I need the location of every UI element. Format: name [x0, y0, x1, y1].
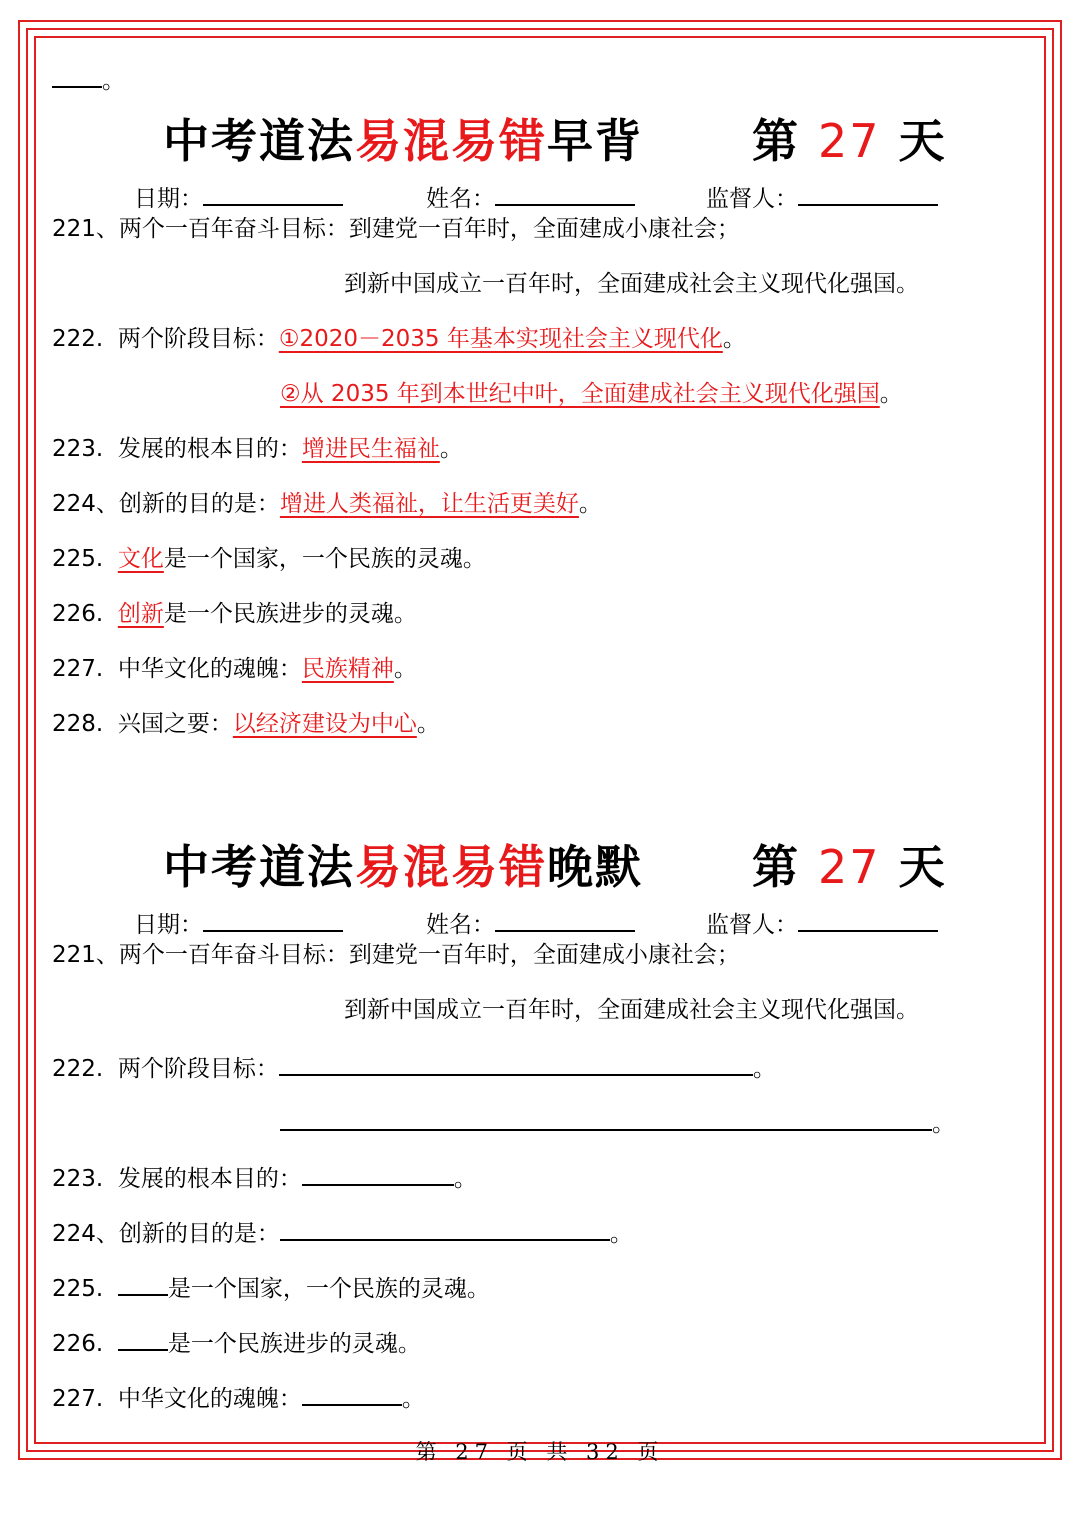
item-text: 是一个民族进步的灵魂。 — [167, 1331, 421, 1357]
item-number: 223. — [52, 1166, 104, 1192]
period: 。 — [416, 711, 440, 737]
name-field[interactable] — [495, 182, 635, 206]
day-prefix: 第 — [752, 840, 800, 894]
period: 。 — [401, 1386, 425, 1412]
title-suffix: 早背 — [547, 114, 643, 168]
item-text: 两个一百年奋斗目标：到建党一百年时，全面建成小康社会； — [118, 216, 740, 242]
item-number: 221、 — [52, 942, 119, 968]
blank — [52, 66, 102, 88]
m-item-221-line2: 到新中国成立一百年时，全面建成社会主义现代化强国。 — [344, 271, 919, 297]
m-item-224 — [52, 493, 602, 516]
item-number: 227. — [52, 656, 104, 682]
e-item-227 — [52, 1384, 425, 1411]
e-item-222-line2 — [280, 1109, 955, 1136]
day-suffix: 天 — [898, 114, 947, 168]
m-item-227 — [52, 658, 417, 681]
answer-text: 文化 — [117, 546, 164, 572]
name-field[interactable] — [495, 908, 635, 932]
answer-text: 创新 — [117, 601, 164, 627]
e-item-221 — [52, 944, 740, 967]
period: 。 — [439, 436, 463, 462]
m-item-226 — [52, 603, 417, 626]
period: 。 — [453, 1166, 477, 1192]
item-label: 中华文化的魂魄： — [117, 1386, 302, 1412]
date-label: 日期： — [134, 912, 203, 938]
e-item-221-line2: 到新中国成立一百年时，全面建成社会主义现代化强国。 — [344, 997, 919, 1023]
supervisor-field[interactable] — [798, 182, 938, 206]
m-item-221 — [52, 218, 740, 241]
answer-blank[interactable] — [279, 1054, 753, 1076]
item-number: 224、 — [52, 1221, 119, 1247]
item-text: 是一个民族进步的灵魂。 — [163, 601, 417, 627]
evening-meta-row — [134, 908, 343, 937]
item-number: 222. — [52, 1056, 104, 1082]
morning-supervisor-meta — [706, 182, 938, 211]
answer-blank[interactable] — [302, 1384, 402, 1406]
item-number: 224、 — [52, 491, 119, 517]
date-field[interactable] — [203, 182, 343, 206]
item-label: 发展的根本目的： — [117, 436, 302, 462]
item-label: 两个阶段目标： — [117, 1056, 279, 1082]
period: 。 — [879, 381, 903, 407]
period: 。 — [932, 1111, 955, 1137]
item-number: 226. — [52, 1331, 104, 1357]
morning-name-meta — [426, 182, 635, 211]
supervisor-field[interactable] — [798, 908, 938, 932]
item-number: 223. — [52, 436, 104, 462]
m-item-225 — [52, 548, 486, 571]
evening-title — [163, 840, 643, 894]
item-text: 是一个国家，一个民族的灵魂。 — [167, 1276, 490, 1302]
page-footer: 第 27 页 共 32 页 — [415, 1440, 665, 1464]
day-number: 27 — [818, 840, 881, 894]
title-prefix: 中考道法 — [163, 114, 355, 168]
e-item-225 — [52, 1274, 490, 1301]
m-item-228 — [52, 713, 440, 736]
item-number: 228. — [52, 711, 104, 737]
evening-day — [752, 840, 947, 894]
morning-title — [163, 114, 643, 168]
item-label: 两个阶段目标： — [117, 326, 279, 352]
item-number: 222. — [52, 326, 104, 352]
day-suffix: 天 — [898, 840, 947, 894]
answer-text: 增进人类福祉，让生活更美好 — [279, 491, 579, 517]
supervisor-label: 监督人： — [706, 186, 798, 212]
item-number: 225. — [52, 1276, 104, 1302]
item-label: 兴国之要： — [117, 711, 233, 737]
answer-blank[interactable] — [118, 1274, 168, 1296]
evening-name-meta — [426, 908, 635, 937]
top-blank-line — [52, 62, 125, 95]
date-label: 日期： — [134, 186, 203, 212]
day-prefix: 第 — [752, 114, 800, 168]
item-text: 两个一百年奋斗目标：到建党一百年时，全面建成小康社会； — [118, 942, 740, 968]
title-suffix: 晚默 — [547, 840, 643, 894]
item-text: 是一个国家，一个民族的灵魂。 — [163, 546, 486, 572]
item-number: 221、 — [52, 216, 119, 242]
answer-blank[interactable] — [118, 1329, 168, 1351]
item-label: 创新的目的是： — [118, 1221, 280, 1247]
item-number: 225. — [52, 546, 104, 572]
e-item-222 — [52, 1054, 776, 1081]
day-number: 27 — [818, 114, 881, 168]
item-label: 中华文化的魂魄： — [117, 656, 302, 682]
morning-day — [752, 114, 947, 168]
morning-meta-row — [134, 182, 343, 211]
period: 。 — [722, 326, 746, 352]
answer-text: ①2020－2035 年基本实现社会主义现代化 — [278, 326, 723, 352]
period: 。 — [102, 68, 125, 94]
evening-supervisor-meta — [706, 908, 938, 937]
answer-blank[interactable] — [280, 1109, 932, 1131]
title-highlight: 易混易错 — [355, 840, 547, 894]
name-label: 姓名： — [426, 186, 495, 212]
e-item-224 — [52, 1219, 633, 1246]
e-item-223 — [52, 1164, 477, 1191]
answer-text: ②从 2035 年到本世纪中叶，全面建成社会主义现代化强国 — [280, 381, 880, 407]
e-item-226 — [52, 1329, 421, 1356]
title-highlight: 易混易错 — [355, 114, 547, 168]
period: 。 — [609, 1221, 633, 1247]
answer-text: 民族精神 — [301, 656, 394, 682]
answer-blank[interactable] — [302, 1164, 454, 1186]
m-item-223 — [52, 438, 463, 461]
answer-blank[interactable] — [280, 1219, 610, 1241]
supervisor-label: 监督人： — [706, 912, 798, 938]
m-item-222-line2 — [280, 383, 903, 406]
title-prefix: 中考道法 — [163, 840, 355, 894]
period: 。 — [752, 1056, 776, 1082]
m-item-222 — [52, 328, 746, 351]
answer-text: 增进民生福祉 — [301, 436, 440, 462]
item-label: 创新的目的是： — [118, 491, 280, 517]
name-label: 姓名： — [426, 912, 495, 938]
period: 。 — [393, 656, 417, 682]
answer-text: 以经济建设为中心 — [232, 711, 417, 737]
item-number: 226. — [52, 601, 104, 627]
item-label: 发展的根本目的： — [117, 1166, 302, 1192]
item-number: 227. — [52, 1386, 104, 1412]
date-field[interactable] — [203, 908, 343, 932]
period: 。 — [578, 491, 602, 517]
